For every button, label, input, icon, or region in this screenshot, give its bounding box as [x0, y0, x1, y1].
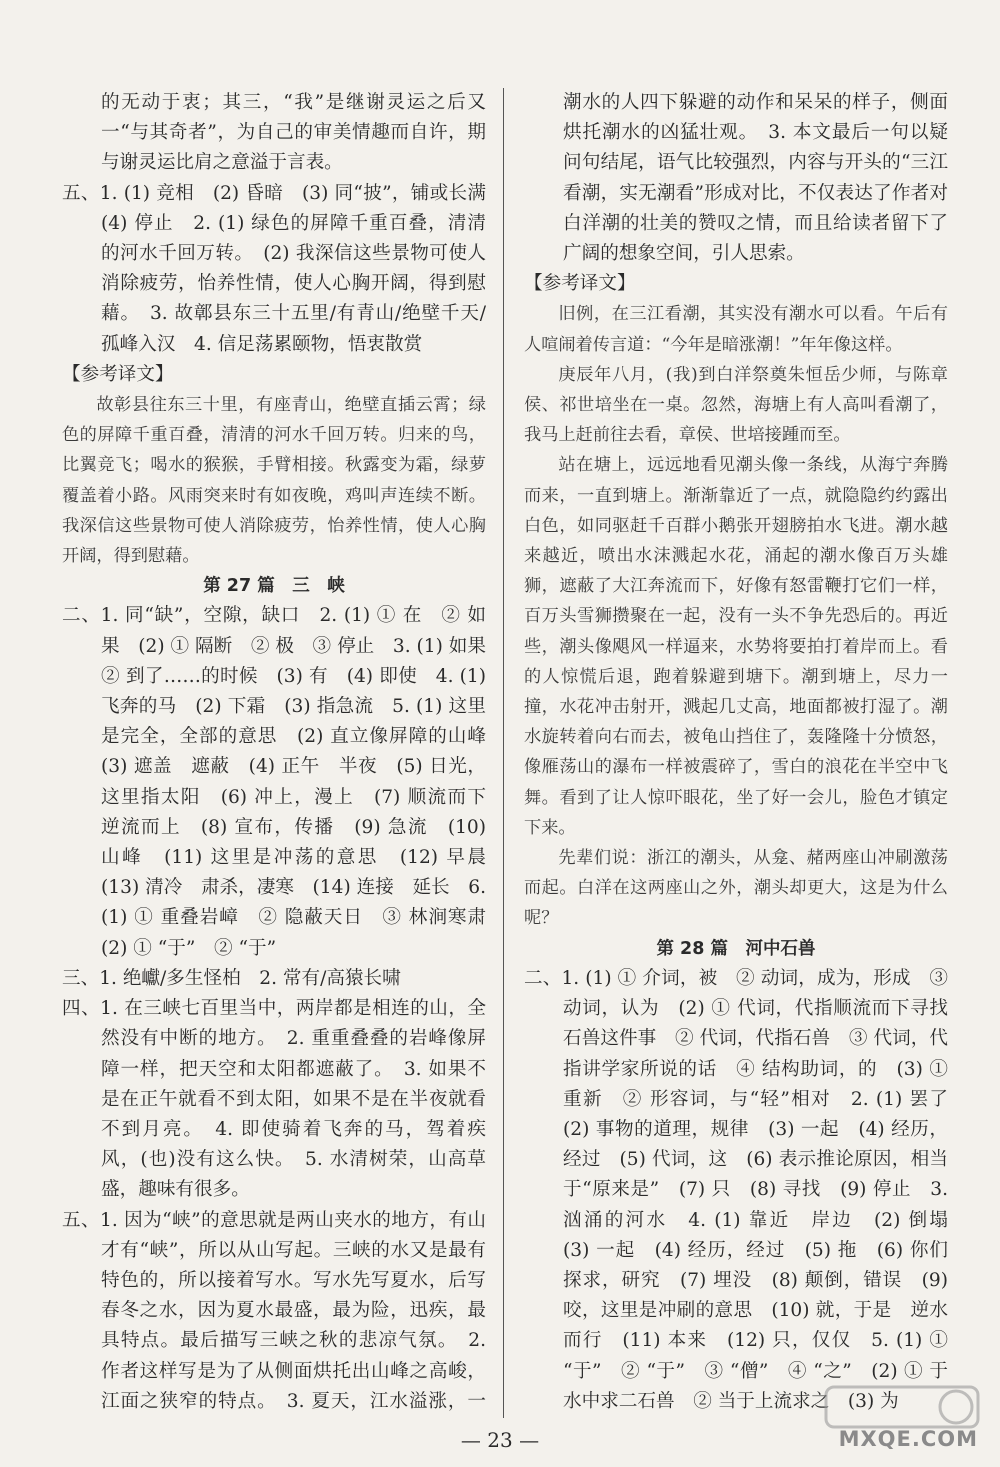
column-divider [503, 88, 504, 1418]
section-heading: 第 28 篇 河中石兽 [656, 938, 816, 959]
watermark-text: MXQE.COM [838, 1427, 978, 1451]
answer-paragraph: 站在塘上，远远地看见潮头像一条线，从海宁奔腾而来，一直到塘上。渐渐靠近了一点，就隐隐约约露出白色，如同驱赶千百群小鹅张开翅膀拍水飞进。潮水越来越近，喷出水沫溅起水花，涌起的潮水像百万头雄狮，遮蔽了大江奔流而下，好像有怒雷鞭打它们一样，百万头雪狮攒聚在一起，没有一头不争先恐后的。再近些，潮头像飓风一样逼来，水势将要拍打着岸而上。看的人惊慌后退，跑着躲避到塘下。潮到塘上，尽力一撞，水花冲击射开，溅起几丈高，地面都被打湿了。潮水旋转着向右而去，被龟山挡住了，轰隆隆十分愤怒，像雁荡山的瀑布一样被震碎了，雪白的浪花在半空中飞舞。看到了让人惊吓眼花，坐了好一会儿，脸色才镇定下来。 [524, 455, 948, 838]
answer-paragraph: 五、1. (1) 竞相 (2) 昏暗 (3) 同“披”，铺或长满 (4) 停止 2. (1) 绿色的屏障千重百叠，清清的河水千回万转。 (2) 我深信这些景物可使人消除疲劳，怡养性情，使人心胸开阔，得到慰藉。 3. 故鄣县东三十五里/有青山/绝壁千天/孤峰入汉 4. 信足荡累颐物，悟衷散赏 [62, 182, 486, 355]
answer-paragraph: 三、1. 绝巘/多生怪柏 2. 常有/高猿长啸 [62, 967, 401, 989]
section-heading: 第 27 篇 三 峡 [203, 576, 345, 597]
answer-paragraph: 先辈们说：浙江的潮头，从龛、赭两座山冲刷激荡而起。白洋在这两座山之外，潮头却更大，这是为什么呢？ [524, 848, 948, 929]
answer-paragraph: 潮水的人四下躲避的动作和呆呆的样子，侧面烘托潮水的凶猛壮观。 3. 本文最后一句以疑问句结尾，语气比较强烈，内容与开头的“三江看潮，实无潮看”形成对比，不仅表达了作者对白洋潮的壮美的赞叹之情，而且给读者留下了广阔的想象空间，引人思索。 [563, 92, 948, 265]
answer-paragraph: 故彰县往东三十里，有座青山，绝壁直插云霄；绿色的屏障千重百叠，清清的河水千回万转。归来的鸟，比翼竞飞；喝水的猴猴，手臂相接。秋露变为霜，绿萝覆盖着小路。风雨突来时有如夜晚，鸡叫声连续不断。我深信这些景物可使人消除疲劳，怡养性情，使人心胸开阔，得到慰藉。 [62, 395, 486, 567]
translation-tag: 【参考译文】 [62, 363, 174, 385]
answer-paragraph: 四、1. 在三峡七百里当中，两岸都是相连的山，全然没有中断的地方。 2. 重重叠叠的岩峰像屏障一样，把天空和太阳都遮蔽了。 3. 如果不是在正午就看不到太阳，如果不是在半夜就看不到月亮。 4. 即使骑着飞奔的马，驾着疾风，(也)没有这么快。 5. 水清树荣，山高草盛，趣味有很多。 [62, 998, 486, 1201]
answer-paragraph: 庚辰年八月，(我)到白洋祭奠朱恒岳少师，与陈章侯、祁世培坐在一桌。忽然，海塘上有人高叫看潮了，我马上赶前往去看，章侯、世培接踵而至。 [524, 364, 948, 446]
page-number: — 23 — [460, 1428, 540, 1452]
answer-paragraph: 二、1. 同“缺”，空隙，缺口 2. (1) ① 在 ② 如果 (2) ① 隔断 ② 极 ③ 停止 3. (1) 如果 ② 到了……的时候 (3) 有 (4) 即使 4. (1) 飞奔的马 (2) 下霜 (3) 指急流 5. (1) 这里是完全，全部的意思 (2) 直立像屏障的山峰 (3) 遮盖 遮蔽 (4) 正午 半夜 (5) 日光，这里指太阳 (6) 冲上，漫上 (7) 顺流而下 逆流而上 (8) 宣布，传播 (9) 急流 (10) 山峰 (11) 这里是冲荡的意思 (12) 早晨 (13) 清冷 肃杀，凄寒 (14) 连接 延长 6. (1) ① 重叠岩嶂 ② 隐蔽天日 ③ 林涧寒肃 (2) ① “于” ② “于” [62, 605, 486, 959]
answer-paragraph: 旧例，在三江看潮，其实没有潮水可以看。午后有人喧闹着传言道：“今年是暗涨潮！”年年像这样。 [524, 304, 948, 355]
answer-paragraph: 五、1. 因为“峡”的意思就是两山夹水的地方，有山才有“峡”，所以从山写起。三峡的水又是最有特色的，所以接着写水。写水先写夏水，后写春冬之水，因为夏水最盛，最为险，迅疾，最具特点。最后描写三峡之秋的悲凉气氛。 2. 作者这样写是为了从侧面烘托出山峰之高峻，江面之狭窄的特点。 3. 夏天，江水溢涨，一 [62, 1209, 486, 1412]
left-column [62, 88, 486, 1420]
translation-tag: 【参考译文】 [524, 273, 636, 295]
right-column [524, 88, 948, 1420]
answer-paragraph: 二、1. (1) ① 介词，被 ② 动词，成为，形成 ③ 动词，认为 (2) ① 代词，代指顺流而下寻找石兽这件事 ② 代词，代指石兽 ③ 代词，代指讲学家所说的话 ④ 结构助词，的 (3) ① 重新 ② 形容词，与“轻”相对 2. (1) 罢了 (2) 事物的道理，规律 (3) 一起 (4) 经历，经过 (5) 代词，这 (6) 表示推论原因，相当于“原来是” (7) 只 (8) 寻找 (9) 停止 3. 汹涌的河水 4. (1) 靠近 岸边 (2) 倒塌 (3) 一起 (4) 经历，经过 (5) 拖 (6) 你们 探求，研究 (7) 埋没 (8) 颠倒，错误 (9) 咬，这里是冲刷的意思 (10) 就，于是 逆水而行 (11) 本来 (12) 只，仅仅 5. (1) ① “于” ② “于” ③ “僧” ④ “之” (2) ① 于水中求二石兽 ② 当于上流求之 (3) 为 [524, 967, 948, 1412]
answer-paragraph: 的无动于衷；其三，“我”是继谢灵运之后又一“与其奇者”，为自己的审美情趣而自许，期与谢灵运比肩之意溢于言表。 [101, 92, 486, 174]
